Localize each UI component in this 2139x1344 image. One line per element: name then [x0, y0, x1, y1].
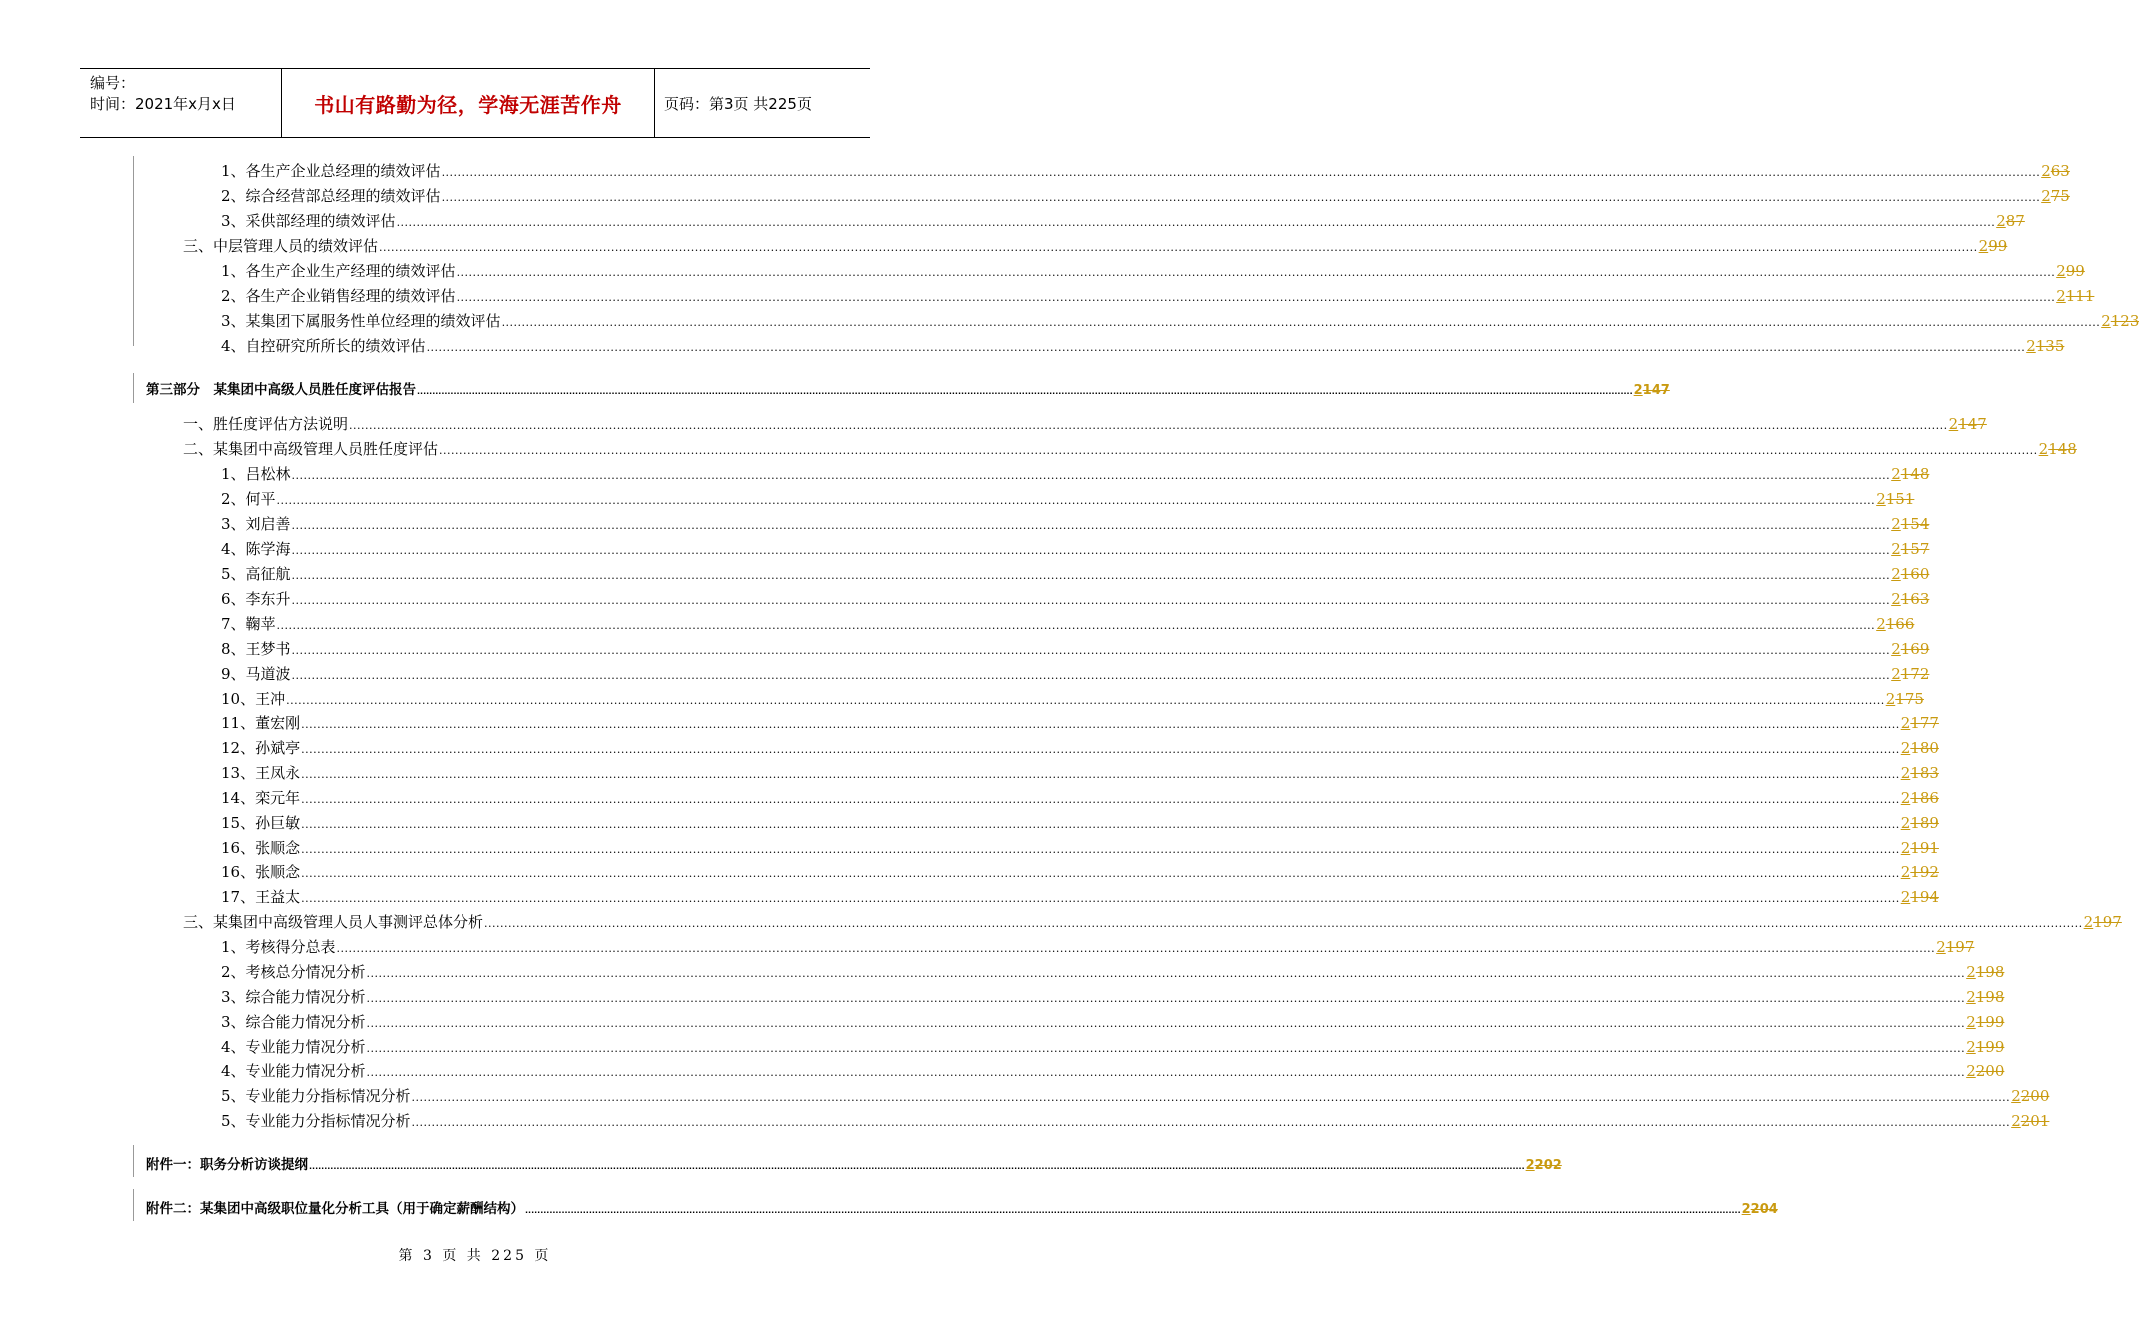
toc-dot-leader: ................................................................................................................................................................................................................................................................................................................................................................................................................	[301, 793, 1900, 806]
toc-page-number: 2186	[1900, 789, 1939, 807]
toc-entry[interactable]	[221, 1085, 2050, 1107]
toc-dot-leader: ................................................................................................................................................................................................................................................................................................................................................................................................................	[426, 341, 2026, 354]
toc-dot-leader: ................................................................................................................................................................................................................................................................................................................................................................................................................	[411, 1116, 2011, 1129]
toc-dot-leader: ................................................................................................................................................................................................................................................................................................................................................................................................................	[301, 718, 1900, 731]
toc-dot-leader: ................................................................................................................................................................................................................................................................................................................................................................................................................	[366, 1017, 1966, 1030]
toc-entry-title: 2、考核总分情况分析	[221, 963, 366, 981]
toc-dot-leader: ................................................................................................................................................................................................................................................................................................................................................................................................................	[276, 494, 1876, 507]
toc-entry[interactable]	[221, 513, 1930, 535]
toc-dot-leader: ................................................................................................................................................................................................................................................................................................................................................................................................................	[379, 241, 1978, 254]
toc-entry[interactable]	[146, 379, 1670, 401]
toc-dot-leader: ................................................................................................................................................................................................................................................................................................................................................................................................................	[366, 992, 1966, 1005]
toc-entry-title: 16、张顺念	[221, 839, 301, 857]
toc-page-number: 2200	[1966, 1062, 2005, 1080]
toc-page-number: 2198	[1966, 963, 2005, 981]
toc-dot-leader: ................................................................................................................................................................................................................................................................................................................................................................................................................	[301, 867, 1900, 880]
toc-page-number: 2175	[1885, 690, 1924, 708]
toc-entry[interactable]	[221, 463, 1930, 485]
toc-entry-title: 5、高征航	[221, 565, 291, 583]
toc-entry-number: 2、	[221, 287, 246, 305]
toc-entry[interactable]	[221, 762, 1939, 784]
toc-entry-title: 4、专业能力情况分析	[221, 1062, 366, 1080]
toc-dot-leader: ................................................................................................................................................................................................................................................................................................................................................................................................................	[501, 316, 2101, 329]
toc-dot-leader: ................................................................................................................................................................................................................................................................................................................................................................................................................	[301, 892, 1900, 905]
toc-dot-leader: ................................................................................................................................................................................................................................................................................................................................................................................................................	[336, 942, 1936, 955]
toc-entry-number: 1、	[221, 162, 246, 180]
toc-entry[interactable]	[221, 613, 1915, 635]
toc-entry[interactable]	[221, 787, 1939, 809]
toc-dot-leader: ................................................................................................................................................................................................................................................................................................................................................................................................................	[301, 843, 1900, 856]
toc-page-number: 2199	[1966, 1013, 2005, 1031]
toc-entry-title: 二、某集团中高级管理人员胜任度评估	[183, 440, 439, 458]
toc-dot-leader: ................................................................................................................................................................................................................................................................................................................................................................................................................	[396, 216, 1996, 229]
toc-page-number: 2177	[1900, 714, 1939, 732]
toc-entry-title: 13、王凤永	[221, 764, 301, 782]
page-footer: 第 3 页 共 225 页	[398, 1248, 552, 1264]
toc-dot-leader: ................................................................................................................................................................................................................................................................................................................................................................................................................	[484, 917, 2083, 930]
toc-entry[interactable]	[221, 812, 1939, 834]
toc-entry[interactable]	[221, 861, 1939, 883]
toc-entry-title: 附件二：某集团中高级职位量化分析工具（用于确定薪酬结构）	[146, 1201, 524, 1217]
toc-dot-leader: ................................................................................................................................................................................................................................................................................................................................................................................................................	[276, 619, 1876, 632]
toc-page-number: 2192	[1900, 863, 1939, 881]
toc-dot-leader: ................................................................................................................................................................................................................................................................................................................................................................................................................	[456, 291, 2056, 304]
toc-entry-number: 1、	[221, 262, 246, 280]
toc-entry-title: 11、董宏刚	[221, 714, 301, 732]
margin-bar	[133, 373, 134, 403]
toc-entry[interactable]	[221, 638, 1930, 660]
toc-entry[interactable]	[221, 837, 1939, 859]
toc-entry-title: 6、李东升	[221, 590, 291, 608]
margin-bar	[133, 1189, 134, 1221]
toc-page-number: 2198	[1966, 988, 2005, 1006]
toc-page-number: 2189	[1900, 814, 1939, 832]
toc-page-number: 2169	[1891, 640, 1930, 658]
toc-entry[interactable]	[221, 961, 2005, 983]
toc-entry-title: 9、马道波	[221, 665, 291, 683]
toc-entry-title: 各生产企业生产经理的绩效评估	[245, 262, 456, 280]
toc-entry-title: 7、鞠苹	[221, 615, 276, 633]
toc-entry-title: 某集团下属服务性单位经理的绩效评估	[245, 312, 501, 330]
toc-entry-title: 综合经营部总经理的绩效评估	[245, 187, 441, 205]
toc-entry[interactable]	[146, 1198, 1778, 1220]
toc-dot-leader: ................................................................................................................................................................................................................................................................................................................................................................................................................	[291, 594, 1891, 607]
toc-entry-title: 采供部经理的绩效评估	[245, 212, 396, 230]
toc-page-number: 2154	[1891, 515, 1930, 533]
toc-page-number: 2191	[1900, 839, 1939, 857]
toc-page-number: 2197	[2083, 913, 2122, 931]
toc-entry[interactable]	[221, 588, 1930, 610]
toc-dot-leader: ................................................................................................................................................................................................................................................................................................................................................................................................................	[291, 469, 1891, 482]
toc-entry-title: 15、孙巨敏	[221, 814, 301, 832]
toc-entry[interactable]	[221, 1110, 2050, 1132]
toc-entry-number: 4、	[221, 337, 246, 355]
toc-page-number: 2160	[1891, 565, 1930, 583]
toc-entry[interactable]	[183, 911, 2122, 933]
toc-dot-leader: ................................................................................................................................................................................................................................................................................................................................................................................................................	[366, 967, 1966, 980]
toc-dot-leader: ................................................................................................................................................................................................................................................................................................................................................................................................................	[366, 1066, 1966, 1079]
toc-page-number: 2202	[1525, 1158, 1562, 1173]
toc-page-number: 287	[1996, 212, 2025, 230]
toc-entry-title: 10、王冲	[221, 690, 286, 708]
toc-dot-leader: ................................................................................................................................................................................................................................................................................................................................................................................................................	[411, 1091, 2011, 1104]
toc-entry-title: 16、张顺念	[221, 863, 301, 881]
toc-entry-title: 5、专业能力分指标情况分析	[221, 1112, 411, 1130]
header-date: 时间：2021年x月x日	[90, 95, 236, 113]
toc-dot-leader: ................................................................................................................................................................................................................................................................................................................................................................................................................	[349, 419, 1948, 432]
margin-bar	[133, 1145, 134, 1177]
toc-page-number: 2148	[1891, 465, 1930, 483]
toc-entry-title: 3、综合能力情况分析	[221, 988, 366, 1006]
toc-entry[interactable]	[221, 563, 1930, 585]
toc-dot-leader: ................................................................................................................................................................................................................................................................................................................................................................................................................	[366, 1042, 1966, 1055]
toc-entry-title: 2、何平	[221, 490, 276, 508]
toc-dot-leader: ................................................................................................................................................................................................................................................................................................................................................................................................................	[456, 266, 2056, 279]
toc-entry[interactable]	[221, 285, 2095, 307]
toc-entry-title: 三、中层管理人员的绩效评估	[183, 237, 379, 255]
toc-entry-title: 各生产企业销售经理的绩效评估	[245, 287, 456, 305]
toc-entry-number: 2、	[221, 187, 246, 205]
toc-entry[interactable]	[221, 210, 2025, 232]
toc-dot-leader: ................................................................................................................................................................................................................................................................................................................................................................................................................	[525, 1206, 1741, 1215]
toc-dot-leader: ................................................................................................................................................................................................................................................................................................................................................................................................................	[291, 519, 1891, 532]
toc-entry-title: 3、综合能力情况分析	[221, 1013, 366, 1031]
toc-page-number: 2111	[2056, 287, 2095, 305]
toc-page-number: 2199	[1966, 1038, 2005, 1056]
toc-entry[interactable]	[221, 886, 1939, 908]
toc-page-number: 2194	[1900, 888, 1939, 906]
toc-entry[interactable]	[221, 1011, 2005, 1033]
toc-dot-leader: ................................................................................................................................................................................................................................................................................................................................................................................................................	[439, 444, 2038, 457]
toc-page-number: 2197	[1936, 938, 1975, 956]
toc-page-number: 299	[1978, 237, 2008, 255]
toc-entry-title: 5、专业能力分指标情况分析	[221, 1087, 411, 1105]
toc-entry-title: 三、某集团中高级管理人员人事测评总体分析	[183, 913, 484, 931]
toc-entry[interactable]	[221, 1060, 2005, 1082]
toc-entry[interactable]	[221, 160, 2070, 182]
toc-entry[interactable]	[183, 235, 2008, 257]
toc-page-number: 2135	[2026, 337, 2065, 355]
toc-page-number: 299	[2056, 262, 2085, 280]
toc-page-number: 2200	[2011, 1087, 2050, 1105]
toc-dot-leader: ................................................................................................................................................................................................................................................................................................................................................................................................................	[286, 694, 1885, 707]
toc-page-number: 2151	[1876, 490, 1915, 508]
toc-entry[interactable]	[221, 737, 1939, 759]
toc-page-number: 2166	[1876, 615, 1915, 633]
toc-entry[interactable]	[146, 1154, 1562, 1176]
toc-entry[interactable]	[221, 986, 2005, 1008]
toc-page-number: 2148	[2038, 440, 2077, 458]
toc-entry[interactable]	[221, 185, 2070, 207]
toc-dot-leader: ................................................................................................................................................................................................................................................................................................................................................................................................................	[291, 544, 1891, 557]
toc-entry-title: 自控研究所所长的绩效评估	[245, 337, 426, 355]
toc-dot-leader: ................................................................................................................................................................................................................................................................................................................................................................................................................	[309, 1162, 1525, 1171]
toc-entry[interactable]	[221, 712, 1939, 734]
toc-dot-leader: ................................................................................................................................................................................................................................................................................................................................................................................................................	[441, 191, 2041, 204]
toc-page-number: 263	[2041, 162, 2070, 180]
toc-entry-title: 17、王益太	[221, 888, 301, 906]
toc-page-number: 2204	[1741, 1202, 1778, 1217]
toc-dot-leader: ................................................................................................................................................................................................................................................................................................................................................................................................................	[417, 387, 1633, 396]
toc-entry-title: 1、吕松林	[221, 465, 291, 483]
toc-entry[interactable]	[221, 1036, 2005, 1058]
toc-entry-title: 4、专业能力情况分析	[221, 1038, 366, 1056]
toc-entry-title: 8、王梦书	[221, 640, 291, 658]
toc-entry[interactable]	[221, 688, 1924, 710]
header-motto: 书山有路勤为径，学海无涯苦作舟	[281, 69, 655, 137]
toc-entry-number: 3、	[221, 312, 246, 330]
toc-entry-title: 一、胜任度评估方法说明	[183, 415, 349, 433]
toc-entry[interactable]	[221, 936, 1975, 958]
toc-page-number: 2163	[1891, 590, 1930, 608]
toc-page-number: 2180	[1900, 739, 1939, 757]
toc-page-number: 2147	[1948, 415, 1987, 433]
toc-dot-leader: ................................................................................................................................................................................................................................................................................................................................................................................................................	[291, 644, 1891, 657]
toc-entry-title: 1、考核得分总表	[221, 938, 336, 956]
toc-entry-title: 第三部分 某集团中高级人员胜任度评估报告	[146, 382, 416, 398]
toc-dot-leader: ................................................................................................................................................................................................................................................................................................................................................................................................................	[441, 166, 2041, 179]
toc-entry-number: 3、	[221, 212, 246, 230]
margin-bar	[133, 156, 134, 346]
toc-entry-title: 3、刘启善	[221, 515, 291, 533]
toc-entry-title: 4、陈学海	[221, 540, 291, 558]
toc-entry[interactable]	[183, 438, 2077, 460]
toc-dot-leader: ................................................................................................................................................................................................................................................................................................................................................................................................................	[301, 818, 1900, 831]
toc-dot-leader: ................................................................................................................................................................................................................................................................................................................................................................................................................	[291, 569, 1891, 582]
toc-page-number: 2157	[1891, 540, 1930, 558]
toc-dot-leader: ................................................................................................................................................................................................................................................................................................................................................................................................................	[291, 669, 1891, 682]
header-page-count: 页码：第3页 共225页	[664, 95, 812, 113]
toc-page-number: 2147	[1633, 383, 1670, 398]
toc-dot-leader: ................................................................................................................................................................................................................................................................................................................................................................................................................	[301, 743, 1900, 756]
toc-entry-title: 各生产企业总经理的绩效评估	[245, 162, 441, 180]
toc-entry[interactable]	[221, 335, 2065, 357]
toc-entry[interactable]	[221, 260, 2085, 282]
toc-entry[interactable]	[221, 663, 1930, 685]
toc-entry-title: 附件一：职务分析访谈提纲	[146, 1157, 308, 1173]
toc-entry[interactable]	[183, 413, 1987, 435]
header-number: 编号：	[90, 74, 136, 92]
toc-page-number: 2201	[2011, 1112, 2050, 1130]
toc-page-number: 2183	[1900, 764, 1939, 782]
toc-entry[interactable]	[221, 310, 2139, 332]
toc-entry[interactable]	[221, 488, 1915, 510]
toc-entry[interactable]	[221, 538, 1930, 560]
toc-page-number: 2172	[1891, 665, 1930, 683]
toc-entry-title: 12、孙斌亭	[221, 739, 301, 757]
toc-entry-title: 14、栾元年	[221, 789, 301, 807]
toc-page-number: 2123	[2101, 312, 2139, 330]
toc-dot-leader: ................................................................................................................................................................................................................................................................................................................................................................................................................	[301, 768, 1900, 781]
toc-page-number: 275	[2041, 187, 2070, 205]
